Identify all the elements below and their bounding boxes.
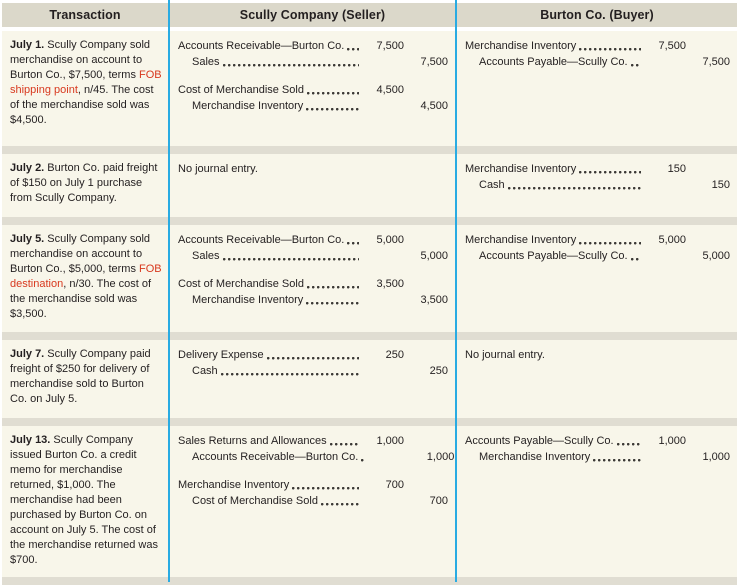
row-separator-band [2, 146, 737, 154]
dot-leader [223, 248, 359, 264]
journal-line [465, 248, 730, 264]
journal-entry-spacer [178, 465, 448, 477]
transaction-date-label: July 5. [10, 233, 45, 245]
dot-leader [593, 449, 641, 465]
journal-line [178, 98, 448, 114]
table-row [2, 225, 737, 332]
transaction-text: Scully Company paid freight of $250 for delivery of merchandise sold to Burton Co. on July 5. [10, 348, 151, 405]
seller-journal-cell [170, 340, 455, 418]
account-name: Sales Returns and Allowances [178, 435, 327, 447]
journal-line [178, 292, 448, 308]
transaction-text: Scully Company sold merchandise on account to Burton Co., $7,500, terms [10, 39, 151, 81]
account-name: Accounts Receivable—Burton Co. [178, 40, 345, 52]
dot-leader [223, 54, 359, 70]
buyer-journal-cell [457, 340, 737, 418]
table-row [2, 340, 737, 418]
journal-line [465, 177, 730, 193]
journal-line [178, 449, 455, 465]
journal-line [178, 82, 448, 98]
dot-leader [579, 232, 641, 248]
transaction-text: , n/30. The cost of the merchandise sold was $3,500. [10, 278, 152, 320]
row-separator-band [2, 418, 737, 426]
dot-leader [617, 433, 641, 449]
transaction-cell [2, 31, 168, 146]
transaction-cell [2, 154, 168, 217]
journal-line [465, 449, 730, 465]
transaction-date-label: July 1. [10, 39, 45, 51]
account-name: Merchandise Inventory [178, 479, 290, 491]
column-divider-line [455, 0, 457, 582]
dot-leader [267, 347, 359, 363]
account-name: Accounts Receivable—Burton Co. [178, 234, 345, 246]
dot-leader [292, 477, 359, 493]
row-separator-band [2, 332, 737, 340]
dot-leader [306, 292, 359, 308]
debit-amount: 700 [385, 479, 404, 491]
credit-amount: 7,500 [420, 56, 448, 68]
table-bottom-band [2, 577, 737, 585]
credit-amount: 5,000 [420, 250, 448, 262]
dot-leader [361, 449, 365, 465]
debit-amount: 250 [385, 349, 404, 361]
dot-leader [631, 248, 641, 264]
table-header-row [2, 3, 737, 27]
credit-amount: 150 [711, 179, 730, 191]
account-name: Merchandise Inventory [192, 100, 304, 112]
dot-leader [321, 493, 359, 509]
journal-line [178, 232, 448, 248]
dot-leader [307, 82, 359, 98]
account-name: Cost of Merchandise Sold [178, 84, 304, 96]
account-name: Sales [192, 250, 220, 262]
transaction-text: , n/45. The cost of the merchandise sold was $4,500. [10, 84, 154, 126]
journal-line [178, 347, 448, 363]
credit-amount: 1,000 [426, 451, 455, 463]
debit-amount: 5,000 [376, 234, 404, 246]
dot-leader [631, 54, 641, 70]
credit-amount: 250 [429, 365, 448, 377]
journal-entry-spacer [178, 264, 448, 276]
account-name: Merchandise Inventory [192, 294, 304, 306]
journal-line [178, 276, 448, 292]
journal-line [465, 161, 730, 177]
transaction-date-label: July 13. [10, 434, 51, 446]
transaction-text: Scully Company issued Burton Co. a credit memo for merchandise returned, $1,000. The merchandise had been purchased by Burton Co. on account on July 5. The cost of the merchandise returned was $700. [10, 434, 158, 566]
account-name: Merchandise Inventory [479, 451, 591, 463]
account-name: Sales [192, 56, 220, 68]
journal-line [178, 38, 448, 54]
dot-leader [579, 38, 641, 54]
column-divider-line [168, 0, 170, 582]
journal-line [465, 54, 730, 70]
column-header-buyer: Burton Co. (Buyer) [540, 8, 654, 22]
account-name: Accounts Payable—Scully Co. [479, 56, 628, 68]
journal-line [465, 38, 730, 54]
account-name: Accounts Payable—Scully Co. [465, 435, 614, 447]
credit-amount: 700 [429, 495, 448, 507]
seller-journal-cell [170, 154, 455, 217]
debit-amount: 3,500 [376, 278, 404, 290]
account-name: Cost of Merchandise Sold [192, 495, 318, 507]
dot-leader [221, 363, 359, 379]
account-name: Accounts Receivable—Burton Co. [192, 451, 359, 463]
debit-amount: 7,500 [376, 40, 404, 52]
debit-amount: 7,500 [658, 40, 686, 52]
debit-amount: 1,000 [658, 435, 686, 447]
journal-line [178, 54, 448, 70]
table-body [2, 31, 737, 585]
journal-line [178, 248, 448, 264]
seller-journal-cell [170, 426, 455, 577]
journal-line [178, 477, 448, 493]
transaction-cell [2, 426, 168, 577]
credit-amount: 5,000 [702, 250, 730, 262]
journal-comparison-table [2, 3, 737, 585]
fob-term-text: FOB shipping point [10, 69, 162, 96]
dot-leader [347, 38, 359, 54]
no-journal-entry-text: No journal entry. [178, 163, 258, 175]
seller-journal-cell [170, 225, 455, 332]
journal-entry-spacer [178, 70, 448, 82]
transaction-text: Burton Co. paid freight of $150 on July 1 purchase from Scully Company. [10, 162, 158, 204]
buyer-journal-cell [457, 225, 737, 332]
journal-line [178, 433, 448, 449]
buyer-journal-cell [457, 426, 737, 577]
debit-amount: 4,500 [376, 84, 404, 96]
dot-leader [307, 276, 359, 292]
transaction-cell [2, 340, 168, 418]
debit-amount: 5,000 [658, 234, 686, 246]
credit-amount: 7,500 [702, 56, 730, 68]
column-header-seller: Scully Company (Seller) [239, 8, 386, 22]
debit-amount: 1,000 [376, 435, 404, 447]
column-header-transaction: Transaction [49, 8, 121, 22]
credit-amount: 3,500 [420, 294, 448, 306]
account-name: Cash [192, 365, 218, 377]
account-name: Merchandise Inventory [465, 234, 577, 246]
table-row [2, 154, 737, 217]
fob-term-text: FOB destination [10, 263, 162, 290]
no-journal-entry-text: No journal entry. [465, 349, 545, 361]
dot-leader [330, 433, 359, 449]
seller-journal-cell [170, 31, 455, 146]
account-name: Merchandise Inventory [465, 163, 577, 175]
table-row [2, 31, 737, 146]
dot-leader [579, 161, 641, 177]
dot-leader [508, 177, 641, 193]
transaction-text: Scully Company sold merchandise on account to Burton Co., $5,000, terms [10, 233, 151, 275]
account-name: Cost of Merchandise Sold [178, 278, 304, 290]
credit-amount: 1,000 [702, 451, 730, 463]
account-name: Delivery Expense [178, 349, 264, 361]
table-row [2, 426, 737, 577]
buyer-journal-cell [457, 31, 737, 146]
transaction-date-label: July 2. [10, 162, 45, 174]
account-name: Accounts Payable—Scully Co. [479, 250, 628, 262]
transaction-date-label: July 7. [10, 348, 45, 360]
row-separator-band [2, 217, 737, 225]
journal-line [178, 363, 448, 379]
credit-amount: 4,500 [420, 100, 448, 112]
dot-leader [347, 232, 359, 248]
debit-amount: 150 [667, 163, 686, 175]
buyer-journal-cell [457, 154, 737, 217]
journal-line [178, 493, 448, 509]
journal-line [465, 433, 730, 449]
dot-leader [306, 98, 359, 114]
account-name: Cash [479, 179, 505, 191]
journal-line [465, 232, 730, 248]
account-name: Merchandise Inventory [465, 40, 577, 52]
transaction-cell [2, 225, 168, 332]
